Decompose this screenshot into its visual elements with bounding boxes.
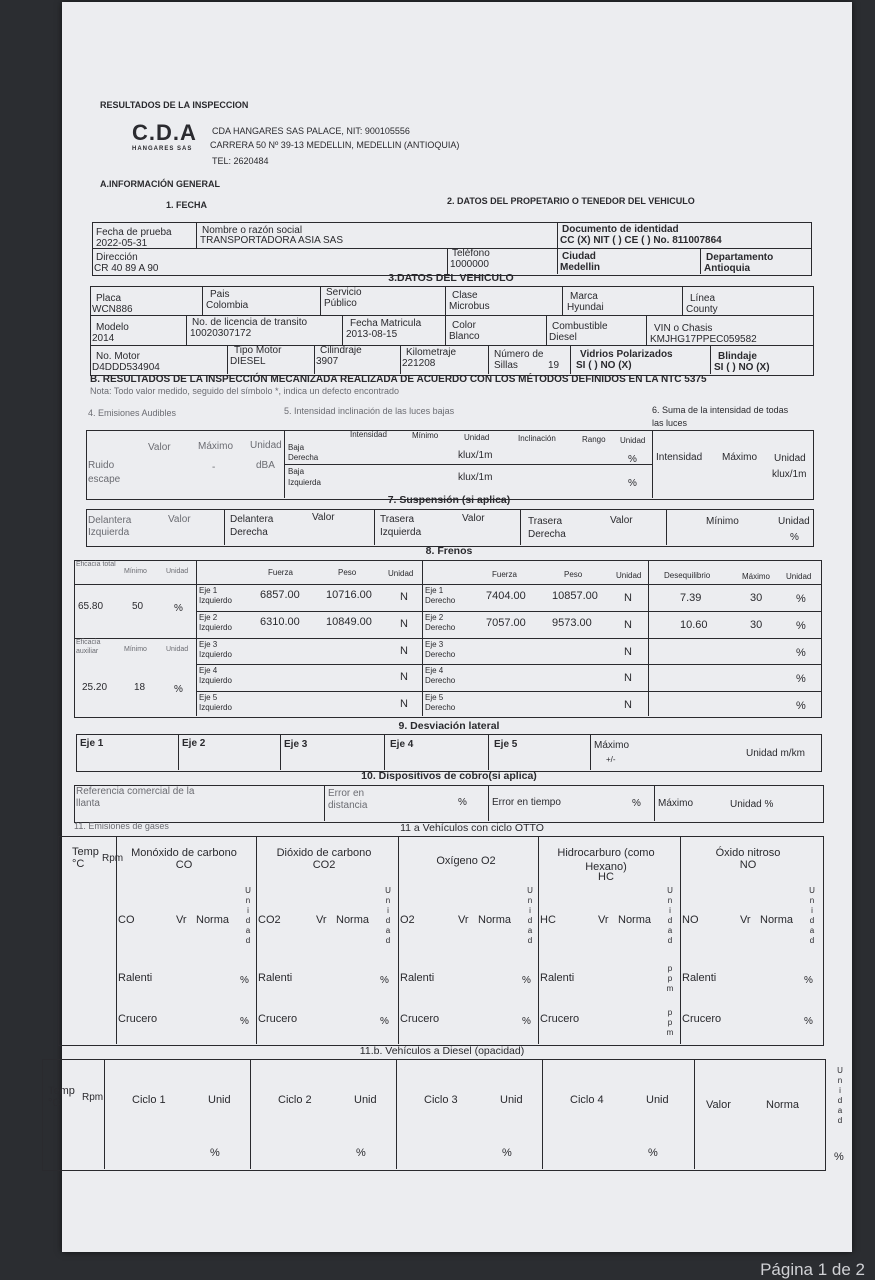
sillas: 19	[548, 360, 560, 371]
susp-valor-2: Valor	[312, 512, 335, 523]
diesel-ciclo: Ciclo 3	[424, 1094, 458, 1106]
gas-pct-crucero: %	[380, 1016, 389, 1027]
departamento-label: Departamento	[706, 252, 774, 263]
diesel-ciclo: Ciclo 1	[132, 1094, 166, 1106]
cobro-maximo: Máximo	[658, 798, 694, 809]
diesel-pct: %	[356, 1147, 366, 1159]
eje-der-side: Derecho	[425, 676, 456, 685]
eje-izq-side: Izquierdo	[199, 650, 232, 659]
desv-eje-1: Eje 1	[80, 738, 104, 749]
vin: KMJHG17PPEC059582	[650, 334, 757, 345]
servicio-label: Servicio	[326, 287, 362, 298]
eje-izq-fuerza: 6310.00	[260, 616, 300, 628]
gas-pct-ralenti: %	[240, 975, 249, 986]
logo-sub: HANGARES SAS	[132, 146, 193, 152]
fuerza-der-head: Fuerza	[492, 570, 517, 579]
diesel-valor: Valor	[706, 1099, 731, 1111]
emis-dot: -	[212, 462, 216, 473]
eje-deseq: 7.39	[680, 592, 702, 604]
ruido: Ruido	[88, 460, 115, 471]
marca: Hyundai	[567, 302, 604, 313]
gases-title: 11. Emisiones de gases	[74, 821, 169, 831]
gas-ralenti: Ralenti	[682, 972, 717, 984]
otto-rpm: Rpm	[102, 853, 124, 864]
kilometraje-label: Kilometraje	[406, 347, 457, 358]
gas-ppm-crucero: p p m	[666, 1008, 674, 1037]
gas-ralenti: Ralenti	[400, 972, 435, 984]
eficacia-aux-label: Eficacia auxiliar	[76, 639, 101, 655]
dba: dBA	[256, 460, 275, 471]
eje-der-unit: N	[624, 672, 632, 684]
klux-der: klux/1m	[458, 450, 493, 461]
eficacia-aux-value: 25.20	[82, 682, 108, 693]
cobro-pct-1: %	[458, 797, 467, 808]
pais-label: Pais	[210, 289, 230, 300]
peso-der-head: Peso	[564, 570, 583, 579]
gas-ralenti: Ralenti	[540, 972, 575, 984]
desv-unidad: Unidad m/km	[746, 748, 805, 759]
diesel-ciclo: Ciclo 2	[278, 1094, 312, 1106]
unidad-der-head: Unidad	[616, 571, 642, 580]
kilometraje: 221208	[402, 358, 436, 369]
gas-vr: Vr	[176, 914, 187, 926]
susp-tra-izq: Trasera Izquierda	[380, 514, 422, 538]
gas-name: Óxido nitroso	[715, 847, 781, 859]
unidad-head: Unidad	[786, 572, 812, 581]
eje-der-label: Eje 4	[425, 666, 444, 675]
frenos-title: 8. Frenos	[425, 545, 473, 557]
suspension-title: 7. Suspensión (si aplica)	[387, 494, 511, 506]
diesel-table	[42, 1059, 826, 1171]
gas-ppm-ralenti: p p m	[666, 964, 674, 993]
gas-col-sym: NO	[682, 914, 699, 926]
eje-izq-unit: N	[400, 591, 408, 603]
ciudad: Medellin	[560, 262, 601, 273]
modelo: 2014	[92, 333, 115, 344]
gas-unidad-vertical: U n i d a d	[809, 886, 815, 945]
gas-col-sym: CO2	[258, 914, 281, 926]
max-head: Máximo	[742, 572, 771, 581]
desv-eje-4: Eje 4	[390, 739, 414, 750]
luces-minimo: Mínimo	[412, 431, 439, 440]
vin-label: VIN o Chasis	[654, 323, 713, 334]
eje-izq-side: Izquierdo	[199, 623, 232, 632]
eje-der-label: Eje 2	[425, 613, 444, 622]
emis-maximo: Máximo	[198, 441, 234, 452]
eje-izq-label: Eje 5	[199, 693, 218, 702]
cobro-pct-2: %	[632, 798, 641, 809]
gas-name: Dióxido de carbono	[276, 847, 372, 859]
suma-maximo: Máximo	[722, 452, 758, 463]
diesel-pct: %	[648, 1147, 658, 1159]
section-b-title: B. RESULTADOS DE LA INSPECCIÓN MECANIZADA REALIZADA DE ACUERDO CON LOS MÉTODOS DEFINIDOS EN LA NTC 5375	[90, 374, 707, 385]
eje-izq-label: Eje 4	[199, 666, 218, 675]
suma-intensidad: Intensidad	[656, 452, 703, 463]
eje-der-label: Eje 1	[425, 586, 444, 595]
gas-pct-ralenti: %	[380, 975, 389, 986]
desv-eje-2: Eje 2	[182, 738, 206, 749]
eje-der-unit: N	[624, 646, 632, 658]
gas-norma: Norma	[196, 914, 230, 926]
peso-izq-head: Peso	[338, 568, 357, 577]
company-line: CDA HANGARES SAS PALACE, NIT: 900105556	[212, 126, 410, 136]
baja-der-1: Baja	[288, 443, 305, 452]
gas-unidad-vertical: U n i d a d	[527, 886, 533, 945]
eficacia-aux-min-label: Mínimo	[124, 646, 147, 653]
gas-norma: Norma	[478, 914, 512, 926]
eje-der-peso: 9573.00	[552, 617, 592, 629]
gas-symbol: HC	[598, 871, 614, 883]
eje-der-peso: 10857.00	[552, 590, 598, 602]
susp-tra-der: Trasera Derecha	[528, 516, 566, 540]
pct-izq: %	[628, 478, 637, 489]
gas-crucero: Crucero	[682, 1013, 722, 1025]
telefono: 1000000	[450, 259, 489, 270]
desv-maximo: Máximo	[594, 740, 630, 751]
gas-pct-crucero: %	[240, 1016, 249, 1027]
eje-der-side: Derecho	[425, 596, 456, 605]
gas-name: Hidrocarburo (como Hexano)	[557, 847, 655, 873]
documento-label: Documento de identidad	[562, 224, 679, 235]
departamento: Antioquia	[704, 263, 751, 274]
eficacia-aux-unit-label: Unidad	[166, 646, 189, 653]
eje-pct: %	[796, 700, 806, 712]
eje-izq-unit: N	[400, 645, 408, 657]
eficacia-total-pct: %	[174, 603, 183, 614]
gas-col-sym: O2	[400, 914, 415, 926]
nombre-label: Nombre o razón social	[202, 225, 303, 236]
combustible: Diesel	[549, 332, 577, 343]
diesel-title: 11.b. Vehículos a Diesel (opacidad)	[359, 1045, 525, 1057]
direccion-label: Dirección	[96, 252, 138, 263]
cilindraje: 3907	[316, 356, 339, 367]
eficacia-total-label: Eficacia total	[76, 561, 116, 568]
emis-valor: Valor	[148, 442, 171, 453]
diesel-pct-final: %	[834, 1151, 844, 1163]
gas-norma: Norma	[336, 914, 370, 926]
pais: Colombia	[206, 300, 249, 311]
motor-label: No. Motor	[96, 351, 140, 362]
baja-der-2: Derecha	[288, 453, 319, 462]
diesel-unid: Unid	[208, 1094, 231, 1106]
gas-ralenti: Ralenti	[258, 972, 293, 984]
pct-der: %	[628, 454, 637, 465]
vehiculo-title: 3.DATOS DEL VEHICULO	[388, 272, 514, 284]
susp-pct: %	[790, 532, 799, 543]
diesel-norma: Norma	[766, 1099, 800, 1111]
combustible-label: Combustible	[552, 321, 608, 332]
luces-inclinacion: Inclinación	[518, 434, 556, 443]
eje-der-unit: N	[624, 619, 632, 631]
gas-col-sym: CO	[118, 914, 135, 926]
escape: escape	[88, 474, 121, 485]
propietario-title: 2. DATOS DEL PROPETARIO O TENEDOR DEL VEHICULO	[447, 196, 695, 206]
luces-title: 5. Intensidad inclinación de las luces bajas	[284, 406, 455, 416]
matricula-label: Fecha Matricula	[350, 318, 422, 329]
logo-text: C.D.A	[132, 120, 197, 145]
luces-table	[86, 430, 814, 500]
tipo-motor-label: Tipo Motor	[234, 345, 282, 356]
eje-izq-unit: N	[400, 671, 408, 683]
fuerza-izq-head: Fuerza	[268, 568, 293, 577]
eficacia-total-unit-label: Unidad	[166, 568, 189, 575]
desviacion-title: 9. Desviación lateral	[398, 720, 500, 732]
nombre: TRANSPORTADORA ASIA SAS	[200, 235, 344, 246]
eficacia-aux-min: 18	[134, 682, 146, 693]
section-a-title: A.INFORMACIÓN GENERAL	[100, 179, 220, 189]
marca-label: Marca	[570, 291, 598, 302]
inspection-sheet	[48, 2, 852, 1252]
eje-der-side: Derecho	[425, 623, 456, 632]
otto-temp: Temp °C	[72, 846, 99, 870]
eje-izq-peso: 10716.00	[326, 589, 372, 601]
gas-symbol: CO2	[312, 859, 336, 871]
cda-logo	[132, 120, 197, 152]
deseq-head: Desequilibrio	[664, 571, 711, 580]
licencia-label: No. de licencia de transito	[192, 317, 308, 328]
gas-unidad-vertical: U n i d a d	[245, 886, 251, 945]
suma-klux: klux/1m	[772, 469, 807, 480]
gas-norma: Norma	[760, 914, 794, 926]
report-title: RESULTADOS DE LA INSPECCION	[100, 100, 249, 110]
fecha-prueba: 2022-05-31	[96, 238, 148, 249]
motor: D4DDD534904	[92, 362, 160, 373]
eje-pct: %	[796, 620, 806, 632]
cobro-error-tiempo: Error en tiempo	[492, 797, 561, 808]
placa-label: Placa	[96, 293, 122, 304]
desv-pm: +/-	[606, 755, 616, 764]
luces-intensidad: Intensidad	[350, 430, 387, 439]
luces-rango: Rango	[582, 435, 606, 444]
eje-izq-side: Izquierdo	[199, 703, 232, 712]
emisiones-title: 4. Emisiones Audibles	[88, 408, 177, 418]
gas-unidad-vertical: U n i d a d	[667, 886, 673, 945]
cobro-error-distancia: Error en distancia	[328, 788, 368, 811]
susp-del-izq: Delantera Izquierda	[88, 515, 132, 538]
gas-crucero: Crucero	[118, 1013, 158, 1025]
desv-eje-3: Eje 3	[284, 739, 308, 750]
gas-symbol: CO	[175, 859, 193, 871]
modelo-label: Modelo	[96, 322, 129, 333]
diesel-unid: Unid	[646, 1094, 669, 1106]
suma-unidad: Unidad	[774, 453, 806, 464]
eficacia-aux-pct: %	[174, 684, 183, 695]
color-label: Color	[452, 320, 476, 331]
gas-norma: Norma	[618, 914, 652, 926]
eje-deseq: 10.60	[680, 619, 708, 631]
gas-unidad-vertical: U n i d a d	[385, 886, 391, 945]
fecha-prueba-label: Fecha de prueba	[96, 227, 172, 238]
susp-valor-1: Valor	[168, 514, 191, 525]
eje-izq-label: Eje 2	[199, 613, 218, 622]
gas-crucero: Crucero	[258, 1013, 298, 1025]
eje-izq-unit: N	[400, 698, 408, 710]
susp-unidad: Unidad	[778, 516, 810, 527]
sillas-label: Número de Sillas	[494, 349, 544, 371]
susp-valor-3: Valor	[462, 513, 485, 524]
eje-der-unit: N	[624, 592, 632, 604]
eficacia-total-min-label: Mínimo	[124, 568, 147, 575]
cobro-title: 10. Dispositivos de cobro(si aplica)	[361, 770, 537, 782]
eje-der-fuerza: 7057.00	[486, 617, 526, 629]
eficacia-total-min: 50	[132, 601, 144, 612]
susp-del-der: Delantera Derecha	[230, 514, 274, 538]
eje-der-label: Eje 5	[425, 693, 444, 702]
diesel-pct: %	[502, 1147, 512, 1159]
diesel-unidad-vertical: U n i d a d	[837, 1066, 843, 1125]
fecha-title: 1. FECHA	[166, 200, 208, 210]
documento: CC (X) NIT ( ) CE ( ) No. 811007864	[560, 235, 722, 246]
gas-crucero: Crucero	[540, 1013, 580, 1025]
ciudad-label: Ciudad	[562, 251, 596, 262]
diesel-pct: %	[210, 1147, 220, 1159]
vidrios-label: Vidrios Polarizados	[580, 349, 673, 360]
eje-izq-peso: 10849.00	[326, 616, 372, 628]
otto-title: 11 a Vehículos con ciclo OTTO	[400, 822, 544, 834]
eje-der-label: Eje 3	[425, 640, 444, 649]
unidad-izq-head: Unidad	[388, 569, 414, 578]
klux-izq: klux/1m	[458, 472, 493, 483]
susp-valor-4: Valor	[610, 515, 633, 526]
diesel-rpm: Rpm	[82, 1092, 104, 1103]
gas-vr: Vr	[740, 914, 751, 926]
blindaje-label: Blindaje	[718, 351, 757, 362]
matricula: 2013-08-15	[346, 329, 398, 340]
suspension-table	[86, 509, 814, 547]
eje-pct: %	[796, 593, 806, 605]
suma-title: 6. Suma de la intensidad de todas las luces	[652, 405, 789, 428]
gas-col-sym: HC	[540, 914, 556, 926]
cilindraje-label: Cilindraje	[320, 345, 362, 356]
gas-pct-ralenti: %	[804, 975, 813, 986]
diesel-ciclo: Ciclo 4	[570, 1094, 604, 1106]
servicio: Público	[324, 298, 357, 309]
cobro-unidad: Unidad %	[730, 799, 774, 810]
section-b-note: Nota: Todo valor medido, seguido del símbolo *, indica un defecto encontrado	[90, 386, 400, 396]
blindaje: SI ( ) NO (X)	[714, 362, 770, 373]
direccion: CR 40 89 A 90	[94, 263, 159, 274]
eje-izq-side: Izquierdo	[199, 676, 232, 685]
gas-vr: Vr	[316, 914, 327, 926]
eficacia-total-value: 65.80	[78, 601, 104, 612]
diesel-unid: Unid	[500, 1094, 523, 1106]
susp-minimo: Mínimo	[706, 516, 739, 527]
address-line: CARRERA 50 Nº 39-13 MEDELLIN, MEDELLIN (ANTIOQUIA)	[210, 140, 460, 150]
placa: WCN886	[92, 304, 133, 315]
licencia: 10020307172	[190, 328, 252, 339]
baja-izq-2: Izquierda	[288, 478, 321, 487]
diesel-unid: Unid	[354, 1094, 377, 1106]
gas-symbol: NO	[739, 859, 757, 871]
tipo-motor: DIESEL	[230, 356, 266, 367]
gas-name: Monóxido de carbono	[131, 847, 237, 859]
eje-izq-unit: N	[400, 618, 408, 630]
eje-pct: %	[796, 673, 806, 685]
eje-izq-fuerza: 6857.00	[260, 589, 300, 601]
eje-max: 30	[750, 592, 763, 604]
color: Blanco	[449, 331, 480, 342]
linea: County	[686, 304, 718, 315]
gas-vr: Vr	[458, 914, 469, 926]
diesel-temp: Temp °C	[48, 1085, 75, 1109]
eje-der-fuerza: 7404.00	[486, 590, 526, 602]
gas-pct-crucero: %	[804, 1016, 813, 1027]
clase: Microbus	[449, 301, 490, 312]
gas-pct-ralenti: %	[522, 975, 531, 986]
gas-pct-crucero: %	[522, 1016, 531, 1027]
eje-der-side: Derecho	[425, 703, 456, 712]
linea-label: Línea	[690, 293, 716, 304]
eje-izq-label: Eje 1	[199, 586, 218, 595]
gas-name: Oxígeno O2	[436, 855, 496, 867]
eje-max: 30	[750, 619, 763, 631]
eje-der-side: Derecho	[425, 650, 456, 659]
eje-pct: %	[796, 647, 806, 659]
desv-eje-5: Eje 5	[494, 739, 518, 750]
vidrios: SI ( ) NO (X)	[576, 360, 632, 371]
gas-crucero: Crucero	[400, 1013, 440, 1025]
page-number: Página 1 de 2	[760, 1260, 865, 1279]
phone-line: TEL: 2620484	[212, 156, 269, 166]
gas-vr: Vr	[598, 914, 609, 926]
eje-der-unit: N	[624, 699, 632, 711]
eje-izq-label: Eje 3	[199, 640, 218, 649]
luces-unidad2: Unidad	[620, 436, 646, 445]
emis-unidad: Unidad	[250, 440, 282, 451]
cobro-referencia: Referencia comercial de la llanta	[76, 786, 195, 809]
luces-unidad: Unidad	[464, 433, 490, 442]
clase-label: Clase	[452, 290, 478, 301]
eje-izq-side: Izquierdo	[199, 596, 232, 605]
gas-ralenti: Ralenti	[118, 972, 153, 984]
baja-izq-1: Baja	[288, 467, 305, 476]
telefono-label: Teléfono	[452, 248, 490, 259]
